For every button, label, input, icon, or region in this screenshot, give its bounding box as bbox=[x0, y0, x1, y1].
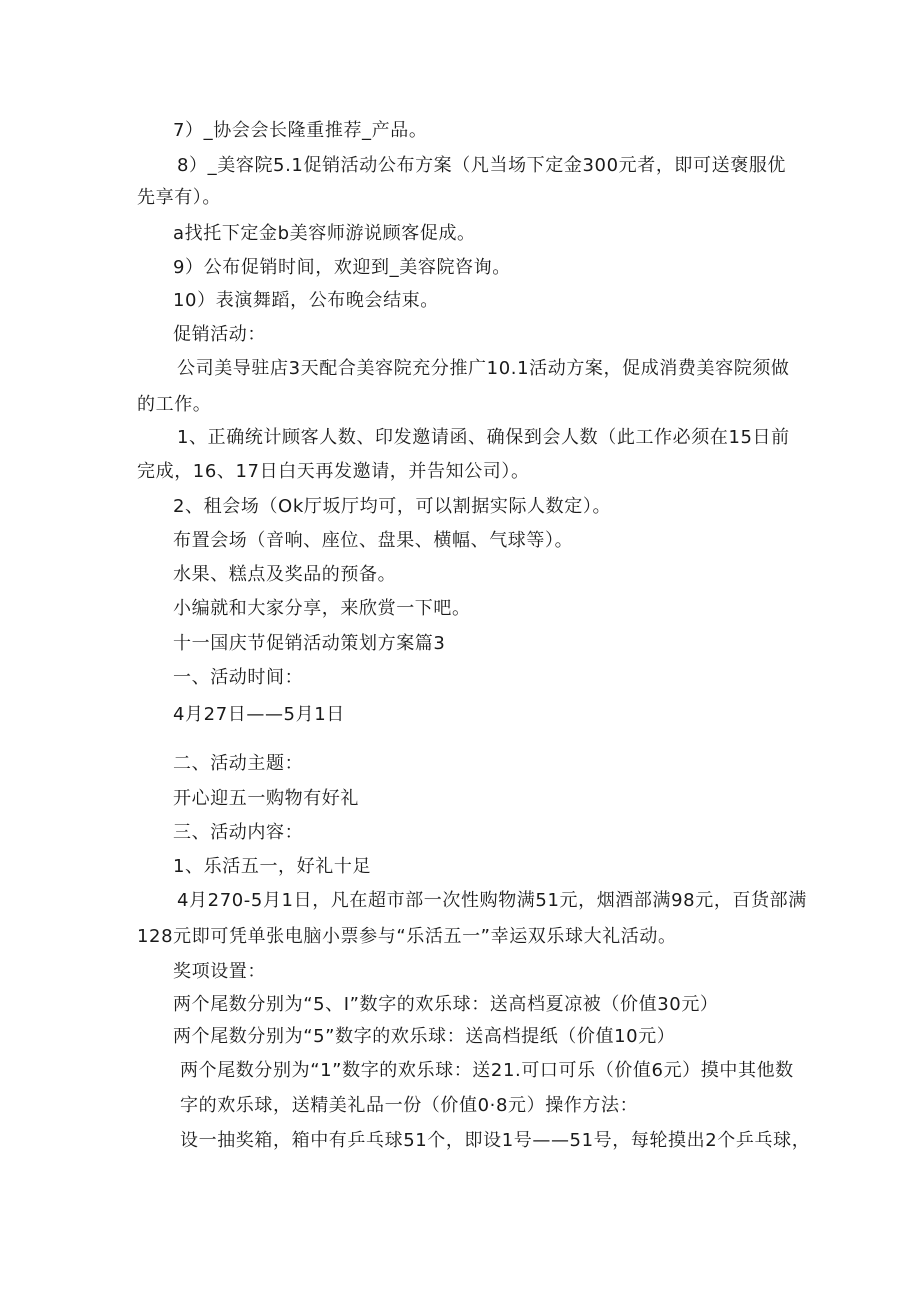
text-line: 两个尾数分别为“5、I”数字的欢乐球：送高档夏凉被（价值30元） bbox=[173, 994, 719, 1015]
text-line: 10）表演舞蹈，公布晚会结束。 bbox=[173, 290, 439, 311]
text-line: 布置会场（音响、座位、盘果、横幅、气球等）。 bbox=[173, 530, 574, 551]
text-line: a找托下定金b美容师游说顾客促成。 bbox=[173, 223, 476, 244]
text-line: 奖项设置： bbox=[173, 961, 266, 982]
text-line: 二、活动主题： bbox=[173, 753, 304, 774]
text-line: 完成，16、17日白天再发邀请，并告知公司）。 bbox=[137, 461, 530, 482]
text-line: 的工作。 bbox=[137, 394, 212, 415]
text-line: 水果、糕点及奖品的预备。 bbox=[173, 564, 397, 585]
text-line: 4月27日——5月1日 bbox=[173, 704, 345, 725]
text-line: 先享有）。 bbox=[137, 187, 221, 208]
text-line: 两个尾数分别为“1”数字的欢乐球：送21.可口可乐（价值6元）摸中其他数 bbox=[180, 1060, 794, 1081]
text-line: 两个尾数分别为“5”数字的欢乐球：送高档提纸（价值10元） bbox=[173, 1026, 676, 1047]
text-line: 字的欢乐球，送精美礼品一份（价值0·8元）操作方法： bbox=[180, 1095, 639, 1116]
text-line: 8）_美容院5.1促销活动公布方案（凡当场下定金300元者，即可送褒服优 bbox=[177, 155, 787, 176]
text-line: 开心迎五一购物有好礼 bbox=[173, 788, 359, 809]
section-heading: 十一国庆节促销活动策划方案篇3 bbox=[173, 633, 446, 654]
text-line: 一、活动时间： bbox=[173, 667, 304, 688]
text-line: 9）公布促销时间，欢迎到_美容院咨询。 bbox=[173, 257, 511, 278]
text-line: 1、正确统计顾客人数、印发邀请函、确保到会人数（此工作必须在15日前 bbox=[177, 427, 790, 448]
text-line: 促销活动： bbox=[173, 324, 266, 345]
text-line: 小编就和大家分享，来欣赏一下吧。 bbox=[173, 598, 471, 619]
text-line: 公司美导驻店3天配合美容院充分推广10.1活动方案，促成消费美容院须做 bbox=[177, 358, 790, 379]
text-line: 4月270-5月1日，凡在超市部一次性购物满51元，烟酒部满98元，百货部满 bbox=[177, 890, 807, 911]
text-line: 7）_协会会长隆重推荐_产品。 bbox=[173, 120, 428, 141]
text-line: 2、租会场（Ok厅坂厅均可，可以割据实际人数定）。 bbox=[173, 496, 612, 517]
text-line: 128元即可凭单张电脑小票参与“乐活五一”幸运双乐球大礼活动。 bbox=[137, 926, 677, 947]
text-line: 三、活动内容： bbox=[173, 822, 304, 843]
text-line: 1、乐活五一，好礼十足 bbox=[173, 856, 372, 877]
text-line: 设一抽奖箱，箱中有乒乓球51个，即设1号——51号，每轮摸出2个乒乓球， bbox=[180, 1130, 811, 1151]
